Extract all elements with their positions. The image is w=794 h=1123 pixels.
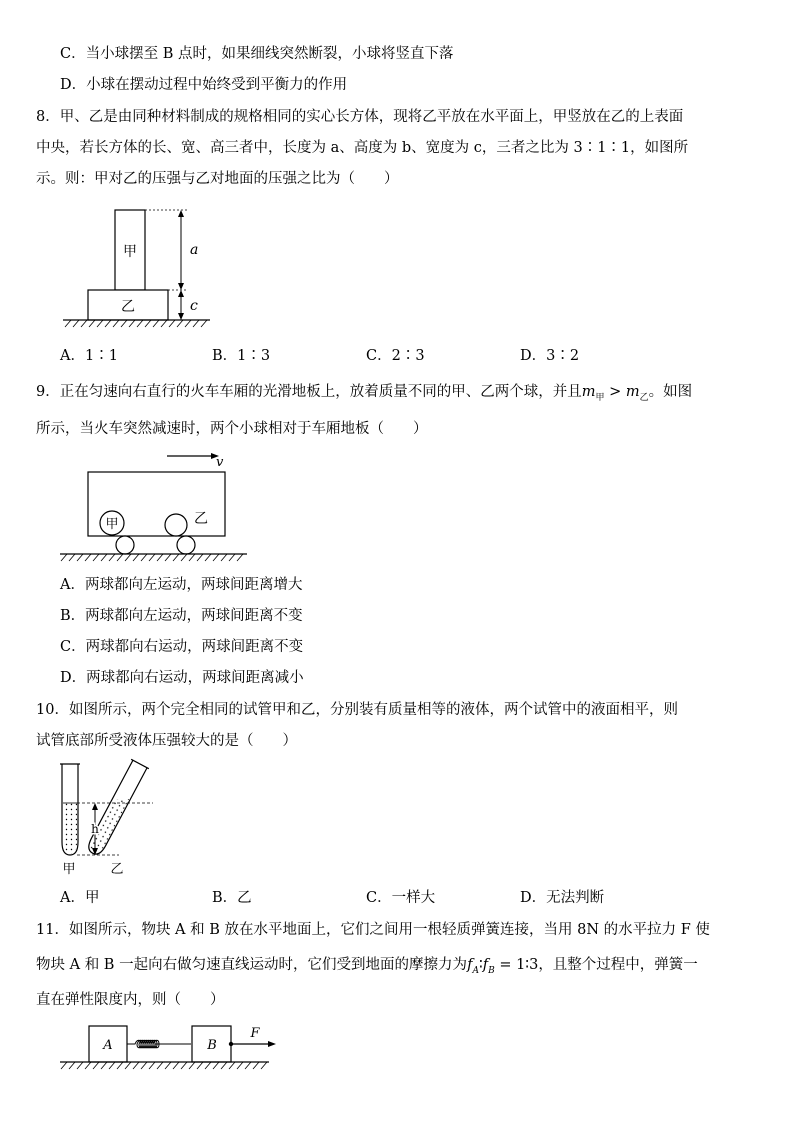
q10-option-a: A．甲 xyxy=(60,890,100,906)
q9-sub-jia: 甲 xyxy=(595,392,605,403)
q9-gt: > xyxy=(604,384,626,400)
q8-option-a: A．1∶1 xyxy=(60,348,118,364)
q8-option-d: D．3∶2 xyxy=(520,348,580,364)
q7-option-c: C．当小球摆至 B 点时，如果细线突然断裂，小球将竖直下落 xyxy=(60,46,454,62)
q10-stem-line2: 试管底部所受液体压强较大的是（ ） xyxy=(36,733,297,749)
velocity-label: v xyxy=(216,455,224,470)
q9-option-d: D．两球都向右运动，两球间距离减小 xyxy=(60,670,304,686)
dim-a-label: a xyxy=(190,242,199,258)
wheel-left xyxy=(116,536,134,554)
floor-hatch xyxy=(61,1062,267,1069)
q11-stem-line1: 11．如图所示，物块 A 和 B 放在水平地面上，它们之间用一根轻质弹簧连接，当用 8N 的水平拉力 F 使 xyxy=(36,922,710,938)
q9-option-c: C．两球都向右运动，两球间距离不变 xyxy=(60,639,304,655)
q11-stem-post: ，且整个过程中，弹簧一 xyxy=(538,957,698,973)
spring xyxy=(127,1040,191,1048)
q8-option-c: C．2∶3 xyxy=(366,348,425,364)
q9-stem-line1 xyxy=(36,382,692,408)
q11-subA: A xyxy=(472,965,479,976)
q10-option-c: C．一样大 xyxy=(366,890,436,906)
q11-stem-pre: 物块 A 和 B 一起向右做匀速直线运动时，它们受到地面的摩擦力为 xyxy=(36,957,468,973)
q9-m-yi: m xyxy=(625,384,640,400)
q7-option-d: D．小球在摆动过程中始终受到平衡力的作用 xyxy=(60,77,348,93)
tube-yi-label: 乙 xyxy=(110,862,124,877)
q9-sub-yi: 乙 xyxy=(639,392,649,403)
wheel-right xyxy=(177,536,195,554)
q11-subB: B xyxy=(488,965,495,976)
q10-option-d: D．无法判断 xyxy=(520,890,605,906)
q9-option-a: A．两球都向左运动，两球间距离增大 xyxy=(60,577,303,593)
q11-eq: = 1∶3 xyxy=(494,957,539,973)
q9-stem-pre: 9．正在匀速向右直行的火车车厢的光滑地板上，放着质量不同的甲、乙两个球，并且 xyxy=(36,384,582,400)
q8-figure xyxy=(55,200,215,330)
test-tube-jia xyxy=(60,764,80,855)
q8-stem-line1: 8．甲、乙是由同种材料制成的规格相同的实心长方体，现将乙平放在水平面上，甲竖放在乙的上表面 xyxy=(36,109,684,125)
q9-stem-line2: 所示，当火车突然减速时，两个小球相对于车厢地板（ ） xyxy=(36,421,428,437)
dim-c-label: c xyxy=(190,298,198,314)
q10-figure xyxy=(55,758,175,880)
force-label: F xyxy=(250,1026,260,1041)
q9-stem-post: 。如图 xyxy=(648,384,693,400)
q11-figure xyxy=(55,1022,285,1074)
block-yi-label: 乙 xyxy=(121,299,135,315)
q11-colon: ∶ xyxy=(478,957,483,973)
q10-stem-line1: 10．如图所示，两个完全相同的试管甲和乙，分别装有质量相等的液体，两个试管中的液面相平，则 xyxy=(36,702,678,718)
q11-fB: f xyxy=(482,957,489,973)
q11-stem-line3: 直在弹性限度内，则（ ） xyxy=(36,992,225,1008)
ball-yi xyxy=(165,514,187,536)
q8-stem-line2: 中央，若长方体的长、宽、高三者中，长度为 a、高度为 b、宽度为 c，三者之比为 3∶1∶1，如图所 xyxy=(36,140,689,156)
q8-option-b: B．1∶3 xyxy=(212,348,271,364)
block-jia-label: 甲 xyxy=(123,244,137,260)
ball-jia-label: 甲 xyxy=(105,517,119,532)
q10-option-b: B．乙 xyxy=(212,890,252,906)
height-label: h xyxy=(91,822,99,836)
block-a-label: A xyxy=(103,1038,113,1053)
block-b-label: B xyxy=(207,1038,217,1053)
q8-stem-line3: 示。则：甲对乙的压强与乙对地面的压强之比为（ ） xyxy=(36,171,399,187)
q9-m-jia: m xyxy=(581,384,596,400)
q9-figure xyxy=(55,448,255,564)
tube-jia-label: 甲 xyxy=(62,862,76,877)
track-hatch xyxy=(61,554,243,561)
q11-fA: f xyxy=(467,957,473,973)
ball-yi-label: 乙 xyxy=(194,511,208,527)
q9-option-b: B．两球都向左运动，两球间距离不变 xyxy=(60,608,303,624)
ground-hatch xyxy=(65,320,207,327)
q11-stem-line2 xyxy=(36,955,698,981)
